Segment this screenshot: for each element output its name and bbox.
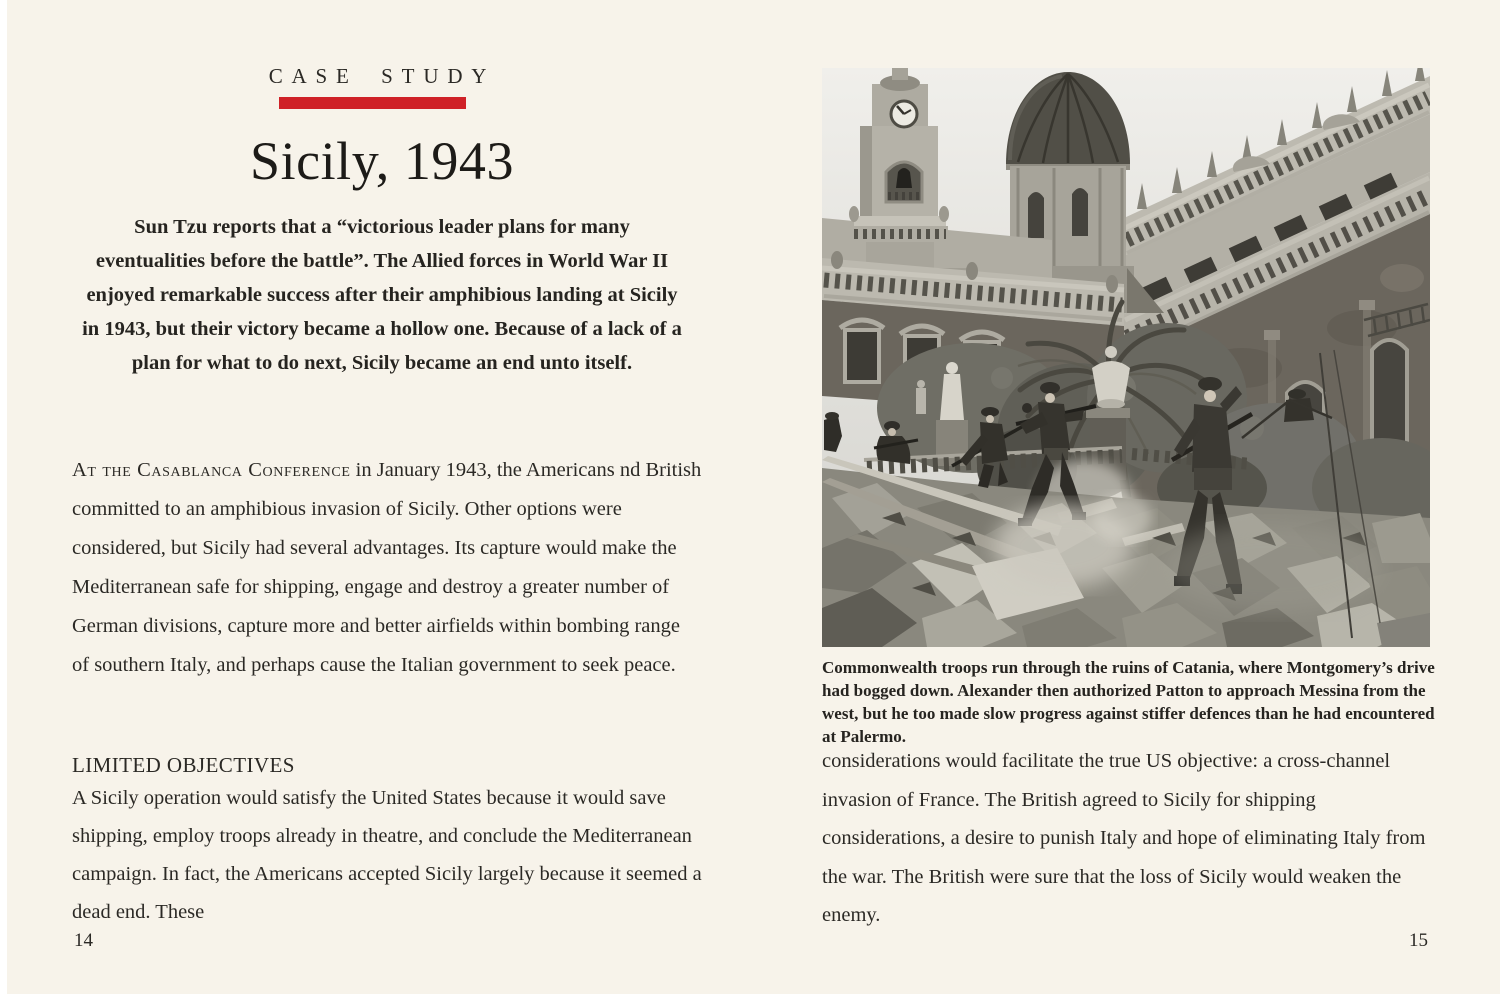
page-number-right: 15 [1409, 930, 1428, 951]
section-heading: LIMITED OBJECTIVES [72, 753, 295, 777]
small-caps-lead: At the Casablanca Conference [72, 459, 351, 481]
red-accent-bar [279, 97, 466, 109]
body-paragraph-1 [72, 451, 702, 685]
page-number-left: 14 [74, 930, 93, 951]
case-study-kicker: CASE STUDY [268, 64, 496, 88]
photo-artwork [822, 68, 1430, 647]
body-paragraph-1-rest: in January 1943, the Americans nd British committed to an amphibious invasion of Sicily. Other options were considered, but Sicily had several advantages. Its capture would make the Mediterranean safe for shipping, engage and destroy a greater number of German divisions, capture more and better airfields within bombing range of southern Italy, and perhaps cause the Italian government to seek peace. [72, 459, 702, 676]
photo-caption: Commonwealth troops run through the ruins of Catania, where Montgomery’s drive had bogged down. Alexander then authorized Patton to approach Messina from the west, but he too made slow progress against stiffer defences than he had encountered at Palermo. [822, 658, 1435, 746]
page-title: Sicily, 1943 [250, 131, 514, 191]
body-paragraph-2: A Sicily operation would satisfy the United States because it would save shipping, employ troops already in theatre, and conclude the Mediterranean campaign. In fact, the Americans accepted Sicily largely because it seemed a dead end. These [72, 787, 702, 923]
body-paragraph-3: considerations would facilitate the true US objective: a cross-channel invasion of France. The British agreed to Sicily for shipping considerations, a desire to punish Italy and hope of eliminating Italy from the war. The British were sure that the loss of Sicily would weaken the enemy. [822, 750, 1426, 926]
photo-catania-ruins [822, 68, 1430, 647]
page-edge [0, 0, 7, 994]
intro-paragraph: Sun Tzu reports that a “victorious leader plans for many eventualities before the battle”. The Allied forces in World War II enjoyed remarkable success after their amphibious landing at Sicily in 1943, but their victory became a hollow one. Because of a lack of a plan for what to do next, Sicily became an end unto itself. [82, 216, 682, 374]
